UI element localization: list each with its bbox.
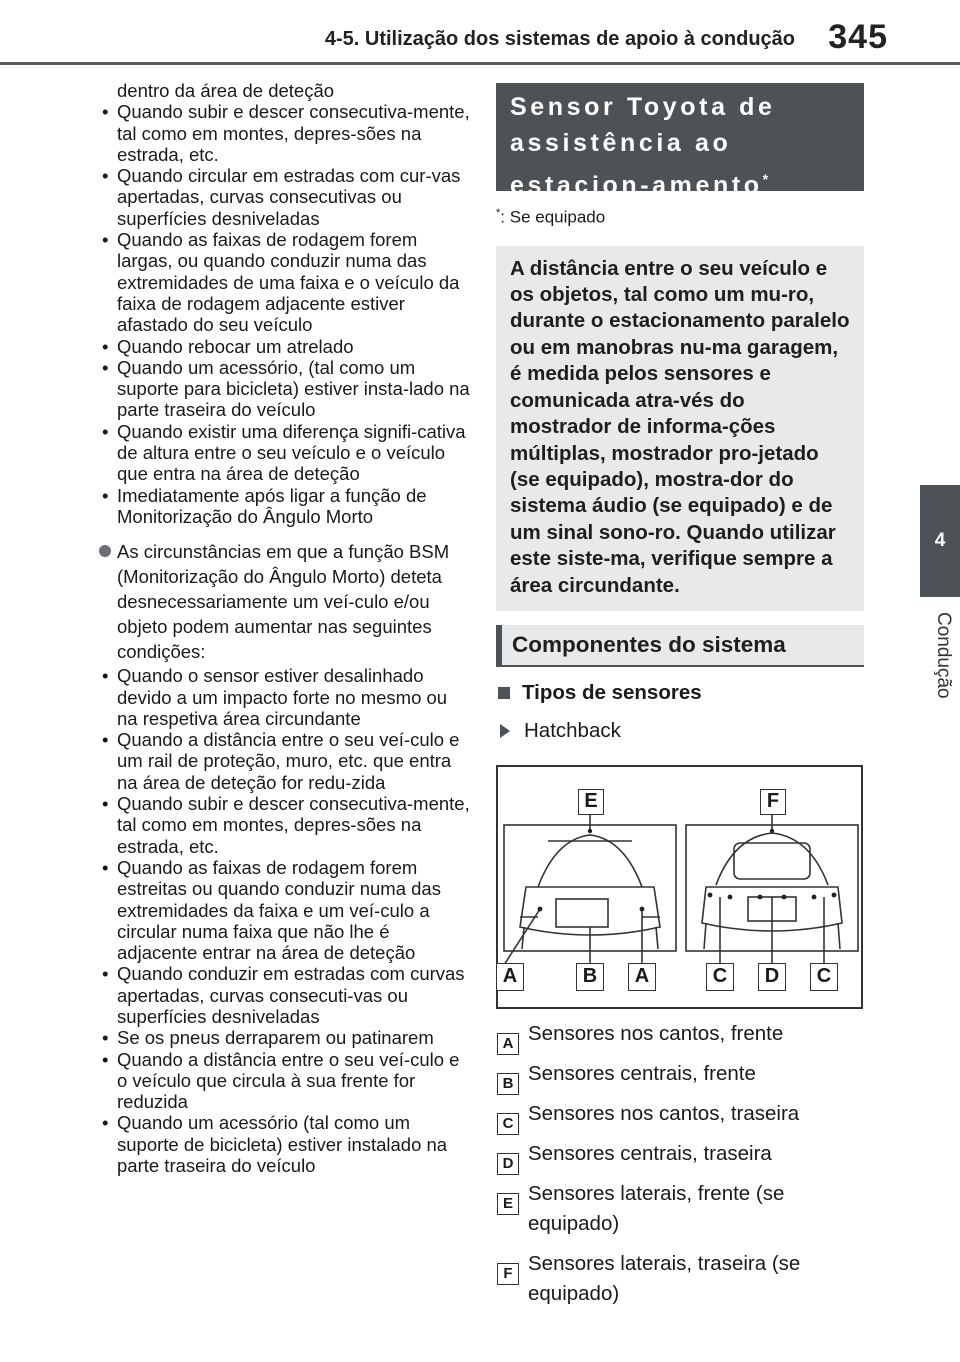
legend-letter: C <box>497 1113 519 1135</box>
footnote-text: : Se equipado <box>500 207 606 227</box>
square-bullet-icon <box>498 687 510 699</box>
diagram-label-d: D <box>758 963 786 991</box>
list-item: • Quando as faixas de rodagem forem largas, ou quando conduzir numa das extremidades de uma faixa e o veículo da faixa de rodagem adjacente estiver afastado do seu veículo <box>100 229 470 335</box>
footnote <box>496 207 864 228</box>
header-rule <box>0 62 960 65</box>
chapter-tab: 4 <box>920 485 960 597</box>
legend-item <box>496 1139 864 1172</box>
legend-text: Sensores centrais, traseira <box>528 1141 772 1165</box>
note-bullet-icon <box>99 545 111 557</box>
diagram-label-a: A <box>496 963 524 991</box>
sensor-legend <box>496 1019 864 1309</box>
list-item: • Quando conduzir em estradas com curvas apertadas, curvas consecuti-vas ou superfícies desniveladas <box>100 963 470 1027</box>
list-item: • Quando subir e descer consecutiva-mente, tal como em montes, depres-sões na estrada, etc. <box>100 793 470 857</box>
legend-text: Sensores nos cantos, frente <box>528 1021 784 1045</box>
sensor-diagram <box>496 765 863 1009</box>
section-heading: Componentes do sistema <box>496 625 864 667</box>
section-title-box <box>496 83 864 200</box>
footnote-mark: * <box>762 171 772 187</box>
right-column <box>496 83 864 1319</box>
legend-letter: D <box>497 1153 519 1175</box>
legend-item <box>496 1059 864 1092</box>
legend-item <box>496 1019 864 1052</box>
diagram-label-c: C <box>810 963 838 991</box>
chapter-label: Condução <box>933 612 954 699</box>
legend-item <box>496 1179 864 1239</box>
legend-letter: B <box>497 1073 519 1095</box>
list-item: • Se os pneus derraparem ou patinarem <box>100 1027 470 1048</box>
list-item: • Quando subir e descer consecutiva-mente, tal como em montes, depres-sões na estrada, etc. <box>100 101 470 165</box>
diagram-label-a: A <box>628 963 656 991</box>
list-item: • Quando um acessório (tal como um suporte de bicicleta) estiver instalado na parte traseira do veículo <box>100 1112 470 1176</box>
list-item: • Quando as faixas de rodagem forem estreitas ou quando conduzir numa das extremidades da faixa e um veí-culo a circular numa faixa que não lhe é adjacente entrar na área de deteção <box>100 857 470 963</box>
triangle-bullet-icon <box>500 724 510 738</box>
conditions-list-2 <box>100 665 470 1176</box>
diagram-label-c: C <box>706 963 734 991</box>
note-text: As circunstâncias em que a função BSM (Monitorização do Ângulo Morto) deteta desnecessariamente um veí-culo e/ou objeto podem aumentar nas seguintes condições: <box>117 541 450 663</box>
intro-box: A distância entre o seu veículo e os objetos, tal como um mu-ro, durante o estacionamento paralelo ou em manobras nu-ma garagem, é medida pelos sensores e comunicada atra-vés do mostrador de informa-ções múltiplas, mostrador pro-jetado (se equipado), mostra-dor do sistema áudio (se equipado) e de um sinal sono-ro. Quando utilizar este siste-ma, verifique sempre a área circundante. <box>496 246 864 611</box>
legend-text: Sensores nos cantos, traseira <box>528 1101 800 1125</box>
legend-letter: E <box>497 1193 519 1215</box>
variant-heading <box>496 719 864 743</box>
list-item: • Quando o sensor estiver desalinhado devido a um impacto forte no mesmo ou na respetiva área circundante <box>100 665 470 729</box>
page-number: 345 <box>828 18 888 56</box>
legend-text: Sensores laterais, traseira (se equipado) <box>528 1251 801 1305</box>
footnote-mark: * <box>496 207 501 219</box>
list-item: • Quando a distância entre o seu veí-culo e um rail de proteção, muro, etc. que entra na área de deteção for redu-zida <box>100 729 470 793</box>
variant-text: Hatchback <box>524 718 621 742</box>
list-item: • Quando um acessório, (tal como um suporte para bicicleta) estiver insta-lado na parte traseira do veículo <box>100 357 470 421</box>
section-title: 4-5. Utilização dos sistemas de apoio à condução <box>324 28 795 50</box>
list-item: • Imediatamente após ligar a função de Monitorização do Ângulo Morto <box>100 485 470 528</box>
left-column <box>100 80 470 1176</box>
conditions-list-1 <box>100 80 470 527</box>
note-paragraph <box>100 539 470 664</box>
list-item: • Quando existir uma diferença signifi-cativa de altura entre o seu veículo e o veículo que entra na área de deteção <box>100 421 470 485</box>
diagram-label-f: F <box>760 789 786 815</box>
legend-item <box>496 1249 864 1309</box>
list-item: • Quando rebocar um atrelado <box>100 336 470 357</box>
list-item: dentro da área de deteção <box>117 80 335 101</box>
legend-text: Sensores laterais, frente (se equipado) <box>528 1181 785 1235</box>
section-title-text: Sensor Toyota de assistência ao estacion-amento <box>510 93 776 200</box>
legend-letter: A <box>497 1033 519 1055</box>
diagram-label-e: E <box>578 789 604 815</box>
subheading-text: Tipos de sensores <box>522 680 702 704</box>
legend-item <box>496 1099 864 1132</box>
page-header <box>0 0 960 62</box>
list-item: • Quando circular em estradas com cur-vas apertadas, curvas consecutivas ou superfícies desniveladas <box>100 165 470 229</box>
legend-text: Sensores centrais, frente <box>528 1061 756 1085</box>
car-sensor-illustration <box>498 767 861 1007</box>
subheading <box>496 681 864 705</box>
list-item: • Quando a distância entre o seu veí-culo e o veículo que circula à sua frente for reduzida <box>100 1049 470 1113</box>
diagram-label-b: B <box>576 963 604 991</box>
legend-letter: F <box>497 1263 519 1285</box>
